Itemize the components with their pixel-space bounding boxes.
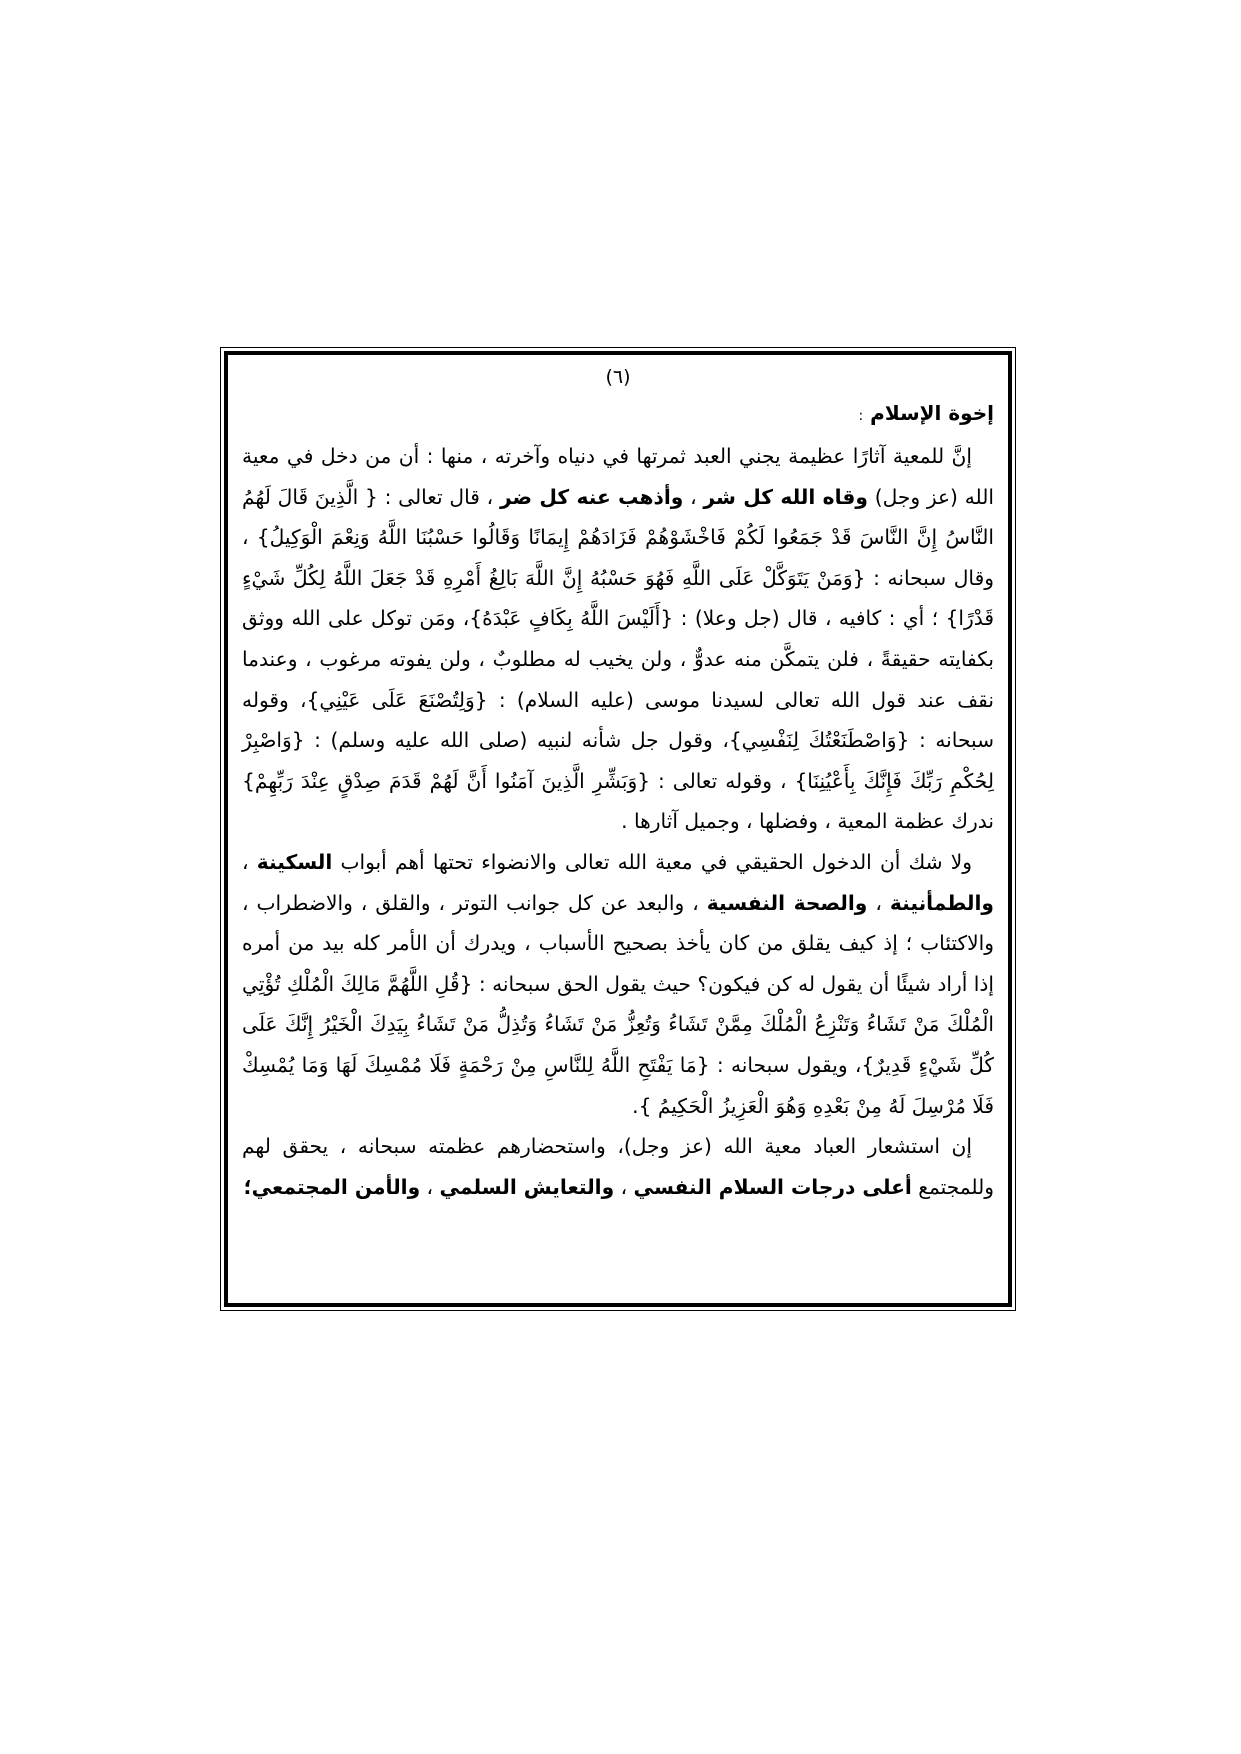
- page-number: (٦): [605, 366, 631, 388]
- p1-text-a: إنَّ للمعية آثارًا عظيمة يجني العبد ثمرتها في دنياه وآخرته ، منها : أن من دخل في معية الله (عز وجل): [242, 444, 994, 509]
- heading-text: إخوة الإسلام: [870, 401, 994, 425]
- p1-sep-1: ،: [683, 484, 704, 509]
- p2-text-c: ، والبعد عن كل جوانب التوتر ، والقلق ، والاضطراب ، والاكتئاب ؛ إذ كيف يقلق من كان يأخذ بصحيح الأسباب ، ويدرك أن الأمر كله بيد من أمره إذا أراد شيئًا أن يقول له كن فيكون؟ حيث يقول الحق سبحانه : {قُلِ اللَّهُمَّ مَالِكَ الْمُلْكِ تُؤْتِي الْمُلْكَ مَنْ تَشَاءُ وَتَنْزِعُ الْمُلْكَ مِمَّنْ تَشَاءُ وَتُعِزُّ مَنْ تَشَاءُ وَتُذِلُّ مَنْ تَشَاءُ بِيَدِكَ الْخَيْرُ إِنَّكَ عَلَى كُلِّ شَيْءٍ قَدِيرٌ}، ويقول سبحانه : {مَا يَفْتَحِ اللَّهُ لِلنَّاسِ مِنْ رَحْمَةٍ فَلَا مُمْسِكَ لَهَا وَمَا يُمْسِكْ فَلَا مُرْسِلَ لَهُ مِنْ بَعْدِهِ وَهُوَ الْعَزِيزُ الْحَكِيمُ }.: [242, 890, 994, 1118]
- p3-text-a: إن استشعار العباد معية الله (عز وجل)، واستحضارهم عظمته سبحانه ، يحقق لهم وللمجتمع: [242, 1134, 994, 1199]
- p2-bold-1: السكينة: [256, 849, 333, 874]
- p3-bold-1: أعلى درجات السلام النفسي: [633, 1174, 912, 1199]
- p2-bold-3: والصحة النفسية: [706, 890, 868, 915]
- p1-text-c: ، قال تعالى : { الَّذِينَ قَالَ لَهُمُ النَّاسُ إِنَّ النَّاسَ قَدْ جَمَعُوا لَكُمْ فَاخْشَوْهُمْ فَزَادَهُمْ إِيمَانًا وَقَالُوا حَسْبُنَا اللَّهُ وَنِعْمَ الْوَكِيلُ} ، وقال سبحانه : {وَمَنْ يَتَوَكَّلْ عَلَى اللَّهِ فَهُوَ حَسْبُهُ إِنَّ اللَّهَ بَالِغُ أَمْرِهِ قَدْ جَعَلَ اللَّهُ لِكُلِّ شَيْءٍ قَدْرًا} ؛ أي : كافيه ، قال (جل وعلا) : {أَلَيْسَ اللَّهُ بِكَافٍ عَبْدَهُ}، ومَن توكل على الله ووثق بكفايته حقيقةً ، فلن يتمكَّن منه عدوٌّ ، ولن يخيب له مطلوبٌ ، ولن يفوته مرغوب ، وعندما نقف عند قول الله تعالى لسيدنا موسى (عليه السلام) : {وَلِتُصْنَعَ عَلَى عَيْنِي}، وقوله سبحانه : {وَاصْطَنَعْتُكَ لِنَفْسِي}، وقول جل شأنه لنبيه (صلى الله عليه وسلم) : {وَاصْبِرْ لِحُكْمِ رَبِّكَ فَإِنَّكَ بِأَعْيُنِنَا} ، وقوله تعالى : {وَبَشِّرِ الَّذِينَ آمَنُوا أَنَّ لَهُمْ قَدَمَ صِدْقٍ عِنْدَ رَبِّهِمْ} ندرك عظمة المعية ، وفضلها ، وجميل آثارها .: [242, 484, 994, 834]
- p2-bold-2: والطمأنينة: [889, 890, 994, 915]
- section-heading: [242, 393, 994, 436]
- paragraph-2: [242, 842, 994, 1126]
- heading-colon: :: [858, 408, 864, 424]
- p2-text-a: ولا شك أن الدخول الحقيقي في معية الله تعالى والانضواء تحتها أهم أبواب: [340, 849, 973, 874]
- page-frame: [224, 351, 1012, 1307]
- p3-sep-1: ،: [614, 1174, 634, 1199]
- p3-sep-2: ،: [420, 1174, 440, 1199]
- p2-sep-1: ،: [242, 849, 257, 874]
- paragraph-3: [242, 1126, 994, 1207]
- paragraph-1: [242, 436, 994, 842]
- p3-bold-3: والأمن المجتمعي؛: [243, 1174, 421, 1199]
- p2-sep-2: ،: [867, 890, 890, 915]
- p1-bold-2: وأذهب عنه كل ضر: [499, 484, 684, 509]
- p3-bold-2: والتعايش السلمي: [439, 1174, 615, 1199]
- p1-bold-1: وقاه الله كل شر: [703, 484, 868, 509]
